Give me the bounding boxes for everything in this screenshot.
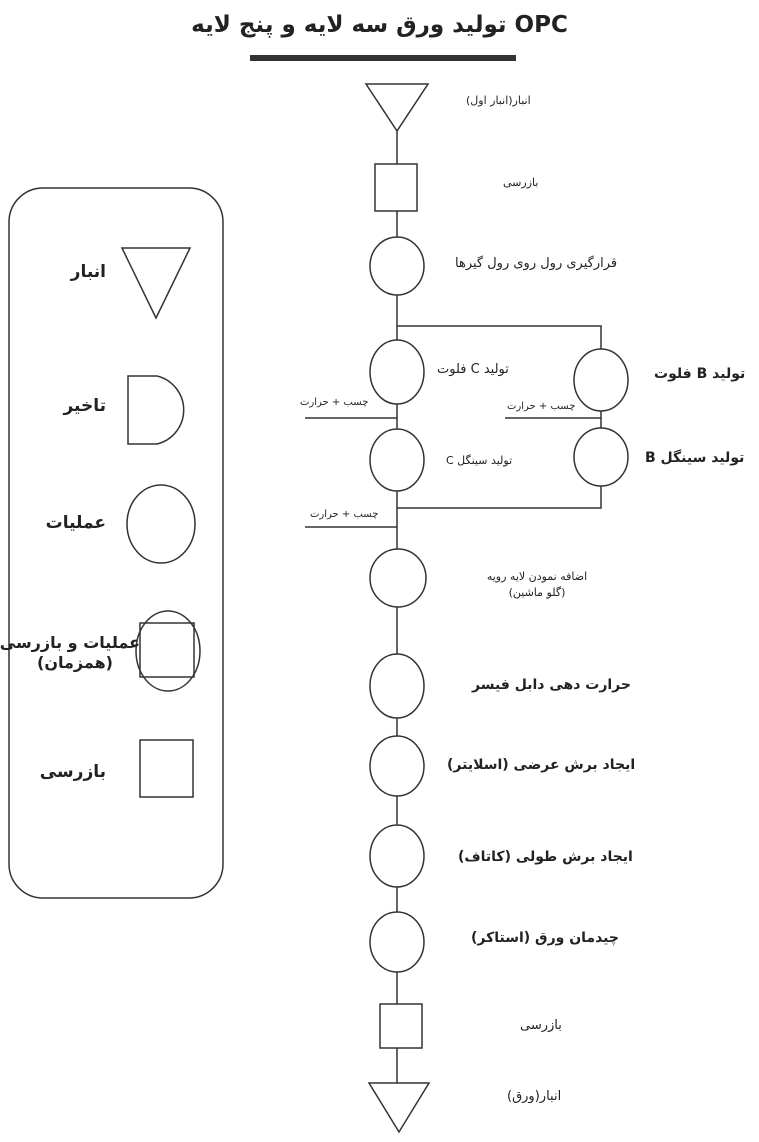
storage-sheet-label: انبار(ورق)	[507, 1089, 562, 1104]
branch-top-line	[397, 326, 601, 350]
glue-heat-label-3: چسب + حرارت	[310, 509, 379, 520]
produce-c-flute-icon	[370, 340, 424, 404]
inspection-1-label: بازرسی	[503, 176, 539, 189]
legend-operation-icon	[127, 485, 195, 563]
storage-first-icon	[366, 84, 428, 131]
produce-b-flute-label: تولید B فلوت	[654, 366, 746, 382]
legend-operation-label: عملیات	[45, 513, 106, 533]
legend-delay-icon	[128, 376, 184, 444]
add-top-layer-line2: (گلو ماشین)	[508, 586, 566, 599]
glue-heat-label-1: چسب + حرارت	[300, 397, 369, 408]
inspection-2-icon	[380, 1004, 422, 1048]
produce-b-single-label: تولید سینگل B	[645, 450, 745, 466]
produce-b-flute-icon	[574, 349, 628, 411]
inspection-2-label: بازرسی	[520, 1018, 562, 1033]
stacker-label: چیدمان ورق (استاکر)	[471, 930, 619, 946]
legend-storage-icon	[122, 248, 190, 318]
stacker-icon	[370, 912, 424, 972]
produce-c-single-label: تولید سینگل C	[446, 454, 513, 467]
legend-storage-label: انبار	[70, 262, 106, 282]
legend-operation-inspection-line2: (همزمان)	[37, 653, 113, 672]
add-top-layer-line1: اضافه نمودن لایه رویه	[486, 570, 588, 583]
produce-c-flute-label: تولید C فلوت	[437, 362, 509, 377]
legend-operation-inspection-label	[0, 633, 140, 673]
add-top-layer-label	[478, 569, 596, 601]
storage-sheet-icon	[369, 1083, 429, 1132]
legend-operation-inspection-line1: عملیات و بازرسی	[0, 633, 140, 652]
add-top-layer-icon	[370, 549, 426, 607]
legend-operation-inspection-square-icon	[140, 623, 194, 677]
slitter-label: ایجاد برش عرضی (اسلایتر)	[447, 757, 636, 773]
page-title: OPC تولید ورق سه لایه و پنج لایه	[191, 12, 568, 38]
branch-bottom-line	[397, 485, 601, 508]
double-facer-icon	[370, 654, 424, 718]
legend-inspection-icon	[140, 740, 193, 797]
roll-mounting-label: قرارگیری رول روی رول گیرها	[455, 256, 618, 271]
storage-first-label: انبار(انبار اول)	[466, 94, 531, 107]
produce-c-single-icon	[370, 429, 424, 491]
inspection-1-icon	[375, 164, 417, 211]
glue-heat-label-2: چسب + حرارت	[507, 401, 576, 412]
legend-delay-label: تاخیر	[63, 396, 106, 416]
cutoff-label: ایجاد برش طولی (کاتاف)	[458, 849, 633, 865]
legend-inspection-label: بازرسی	[39, 762, 106, 782]
cutoff-icon	[370, 825, 424, 887]
slitter-icon	[370, 736, 424, 796]
double-facer-label: حرارت دهی دابل فیسر	[472, 677, 631, 693]
produce-b-single-icon	[574, 428, 628, 486]
roll-mounting-icon	[370, 237, 424, 295]
